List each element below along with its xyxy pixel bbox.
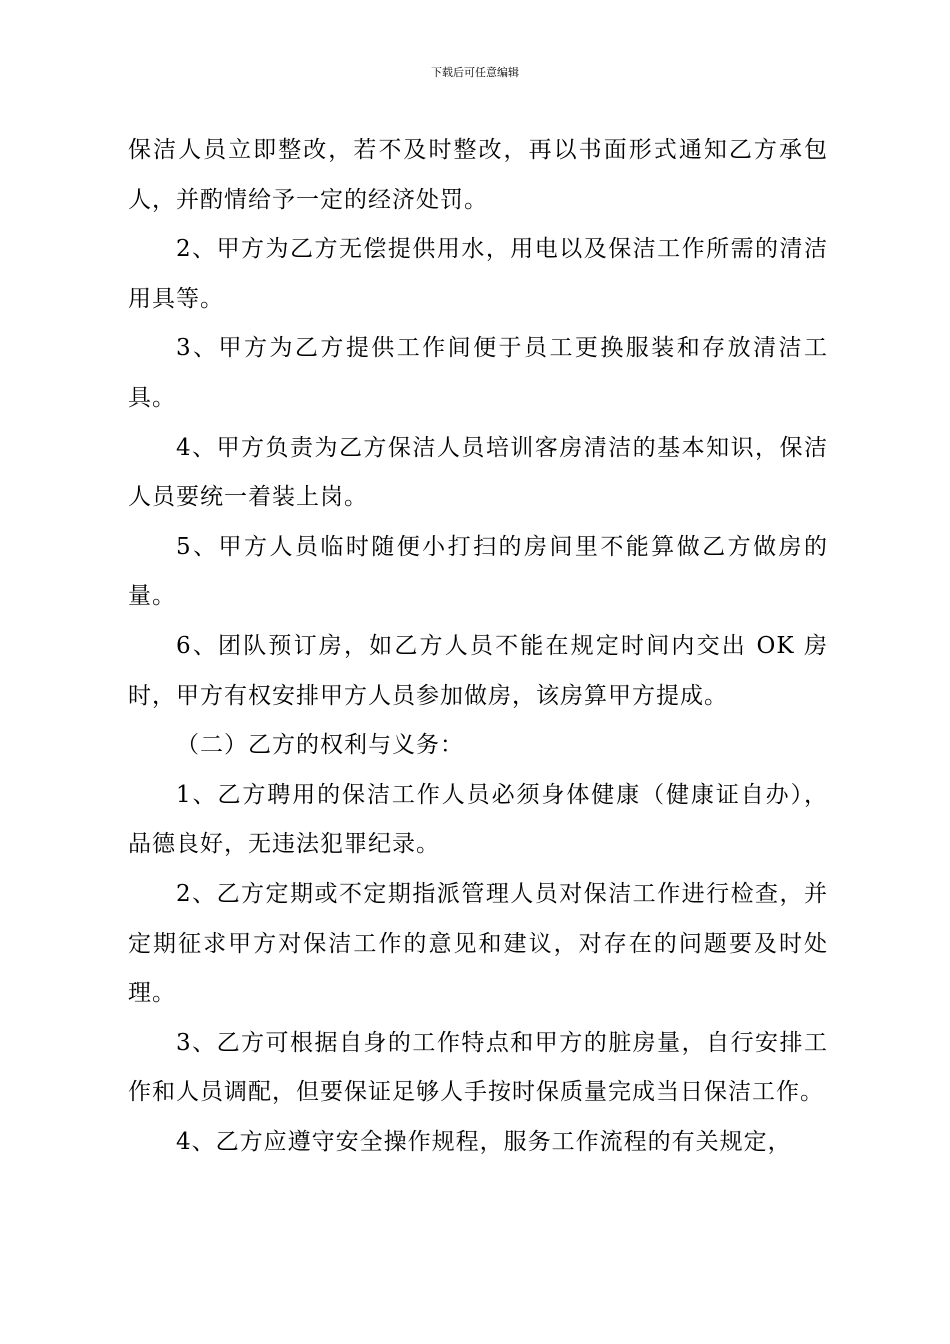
- document-body: [128, 126, 828, 1167]
- page-header: 下载后可任意编辑: [431, 66, 519, 79]
- paragraph-clause-5: 5、甲方人员临时随便小打扫的房间里不能算做乙方做房的量。: [128, 533, 828, 610]
- paragraph-clause-3: 3、甲方为乙方提供工作间便于员工更换服装和存放清洁工具。: [128, 335, 828, 411]
- paragraph-party-b-1: 1、乙方聘用的保洁工作人员必须身体健康（健康证自办），品德良好，无违法犯罪纪录。: [128, 781, 828, 858]
- paragraph-clause-6: 6、团队预订房，如乙方人员不能在规定时间内交出 OK 房时，甲方有权安排甲方人员参加做房，该房算甲方提成。: [128, 632, 828, 709]
- paragraph-party-b-4: 4、乙方应遵守安全操作规程，服务工作流程的有关规定，: [176, 1128, 792, 1155]
- section-heading: （二）乙方的权利与义务：: [176, 732, 464, 759]
- paragraph-clause-2: 2、甲方为乙方无偿提供用水，用电以及保洁工作所需的清洁用具等。: [128, 236, 828, 312]
- paragraph-party-b-2: 2、乙方定期或不定期指派管理人员对保洁工作进行检查，并定期征求甲方对保洁工作的意见和建议，对存在的问题要及时处理。: [128, 880, 828, 1007]
- paragraph-party-b-3: 3、乙方可根据自身的工作特点和甲方的脏房量，自行安排工作和人员调配，但要保证足够人手按时保质量完成当日保洁工作。: [128, 1029, 828, 1106]
- paragraph-clause-4: 4、甲方负责为乙方保洁人员培训客房清洁的基本知识，保洁人员要统一着装上岗。: [128, 434, 828, 511]
- paragraph-continuation: 保洁人员立即整改，若不及时整改，再以书面形式通知乙方承包人，并酌情给予一定的经济处罚。: [128, 137, 828, 213]
